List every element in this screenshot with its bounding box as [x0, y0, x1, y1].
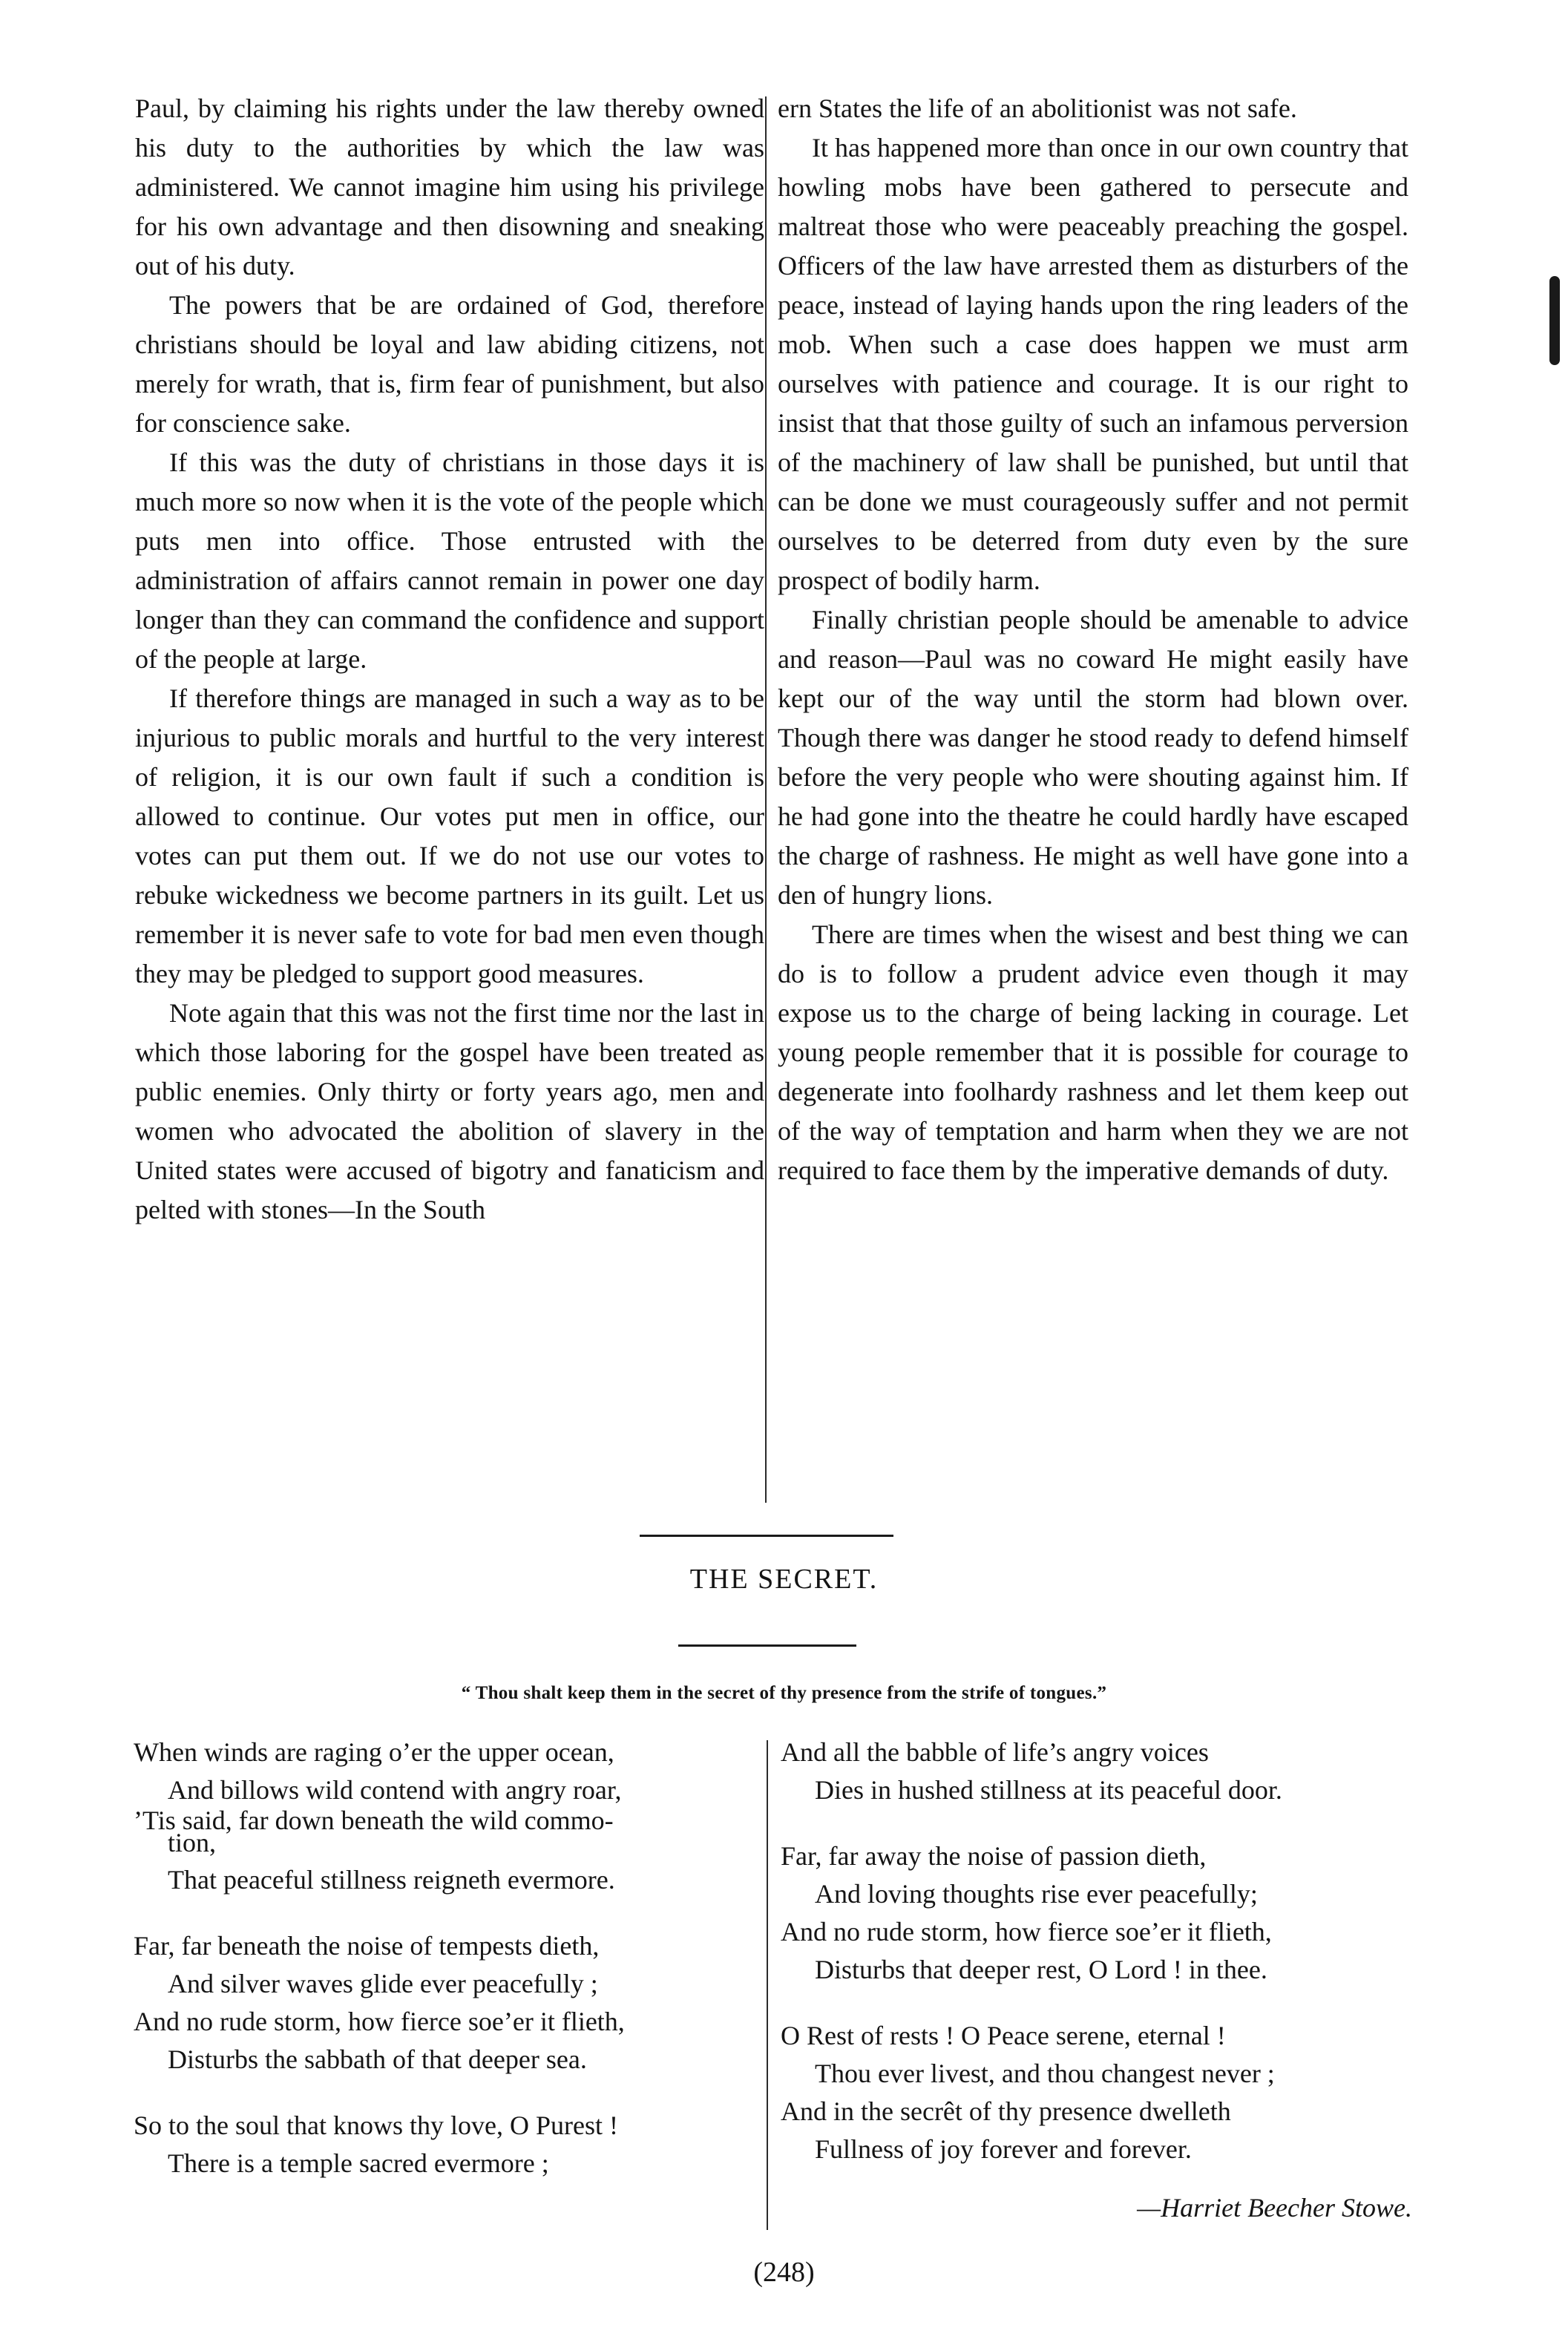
poem-stanza [134, 1734, 757, 1899]
poem-stanza [781, 1837, 1419, 1989]
poem-line: That peaceful stillness reigneth evermore. [168, 1865, 615, 1895]
poem-line: Far, far away the noise of passion dieth, [781, 1841, 1207, 1871]
page-number: (248) [753, 2257, 815, 2288]
poem-title: THE SECRET. [689, 1564, 879, 1595]
poem-line: And all the babble of life’s angry voices [781, 1737, 1209, 1767]
paragraph: Note again that this was not the first time nor the last in which those laboring for the gospel have been treated as public enemies. Only thirty or forty years ago, men and women who advocated the abolition of slavery in the United states were accused of bigotry and fanaticism and pelted with stones—In the South [135, 998, 764, 1224]
poem-line: Far, far beneath the noise of tempests dieth, [134, 1931, 600, 1961]
paragraph: Finally christian people should be amenable to advice and reason—Paul was no coward He might easily have kept our of the way until the storm had blown over. Though there was danger he stood ready to defend himself before the very people who were shouting against him. If he had gone into the theatre he could hardly have escaped the charge of rashness. He might as well have gone into a den of hungry lions. [778, 605, 1408, 910]
poem-stanza [781, 1734, 1419, 1809]
poem-line: And no rude storm, how fierce soe’er it flieth, [134, 2007, 625, 2036]
poem-line: There is a temple sacred evermore ; [168, 2148, 549, 2178]
poem-line-continuation: tion, [168, 1828, 217, 1857]
poem-line: And billows wild contend with angry roar, [168, 1775, 622, 1805]
poem-line: Disturbs that deeper rest, O Lord ! in thee. [815, 1955, 1267, 1984]
poem-left-column [134, 1734, 757, 2182]
poem-line: And silver waves glide ever peacefully ; [168, 1969, 598, 1998]
poem-line: So to the soul that knows thy love, O Purest ! [134, 2110, 618, 2140]
paragraph: The powers that be are ordained of God, therefore christians should be loyal and law abiding citizens, not merely for wrath, that is, firm fear of punishment, but also for conscience sake. [135, 290, 764, 438]
page-edge-mark [1549, 276, 1560, 365]
poem-column-divider [767, 1740, 768, 2230]
poem-line: Disturbs the sabbath of that deeper sea. [168, 2044, 587, 2074]
paragraph: Paul, by claiming his rights under the law thereby owned his duty to the authorities by which the law was administered. We cannot imagine him using his privilege for his own advantage and then disowning and sneaking out of his duty. [135, 94, 764, 281]
column-divider [765, 96, 767, 1503]
poem-line: O Rest of rests ! O Peace serene, eternal ! [781, 2021, 1226, 2050]
poem-right-column [781, 1734, 1419, 2168]
title-rule-bottom [678, 1644, 856, 1647]
poem-stanza [134, 1927, 757, 2079]
paragraph: If this was the duty of christians in those days it is much more so now when it is the vote of the people which puts men into office. Those entrusted with the administration of affairs cannot remain in power one day longer than they can command the confidence and support of the people at large. [135, 447, 764, 674]
poem-stanza [781, 2017, 1419, 2168]
poem-line: And loving thoughts rise ever peacefully; [815, 1879, 1258, 1909]
poem-line: Dies in hushed stillness at its peaceful door. [815, 1775, 1282, 1805]
paragraph: There are times when the wisest and best thing we can do is to follow a prudent advice even though it may expose us to the charge of being lacking in courage. Let young people remember that it is possible for courage to degenerate into foolhardy rashness and let them keep out of the way of temptation and harm when they we are not required to face them by the imperative demands of duty. [778, 919, 1408, 1185]
poem-line: And in the secrêt of thy presence dwelleth [781, 2096, 1231, 2126]
poem-attribution: —Harriet Beecher Stowe. [1137, 2193, 1412, 2223]
poem-epigraph: “ Thou shalt keep them in the secret of thy presence from the strife of tongues.” [461, 1683, 1107, 1703]
right-column [778, 89, 1408, 1190]
paragraph: If therefore things are managed in such a way as to be injurious to public morals and hurtful to the very interest of religion, it is our own fault if such a condition is allowed to continue. Our votes put men in office, our votes can put them out. If we do not use our votes to rebuke wickedness we become partners in its guilt. Let us remember it is never safe to vote for bad men even though they may be pledged to support good measures. [135, 683, 764, 988]
poem-line: Fullness of joy forever and forever. [815, 2134, 1192, 2164]
poem-line-part: ’Tis said, far down beneath the wild commo- [134, 1806, 614, 1835]
poem-line: When winds are raging o’er the upper ocean, [134, 1737, 614, 1767]
paragraph: It has happened more than once in our own country that howling mobs have been gathered to persecute and maltreat those who were peaceably preaching the gospel. Officers of the law have arrested them as disturbers of the peace, instead of laying hands upon the ring leaders of the mob. When such a case does happen we must arm ourselves with patience and courage. It is our right to insist that that those guilty of such an infamous perversion of the machinery of law shall be punished, but until that can be done we must courageously suffer and not permit ourselves to be deterred from duty even by the sure prospect of bodily harm. [778, 133, 1408, 595]
left-column [135, 89, 764, 1230]
paragraph: ern States the life of an abolitionist was not safe. [778, 94, 1297, 123]
poem-line [134, 1806, 757, 1861]
title-rule-top [640, 1535, 893, 1537]
poem-stanza [134, 2107, 757, 2182]
poem-line: And no rude storm, how fierce soe’er it flieth, [781, 1917, 1272, 1946]
poem-line: Thou ever livest, and thou changest never ; [815, 2059, 1275, 2088]
